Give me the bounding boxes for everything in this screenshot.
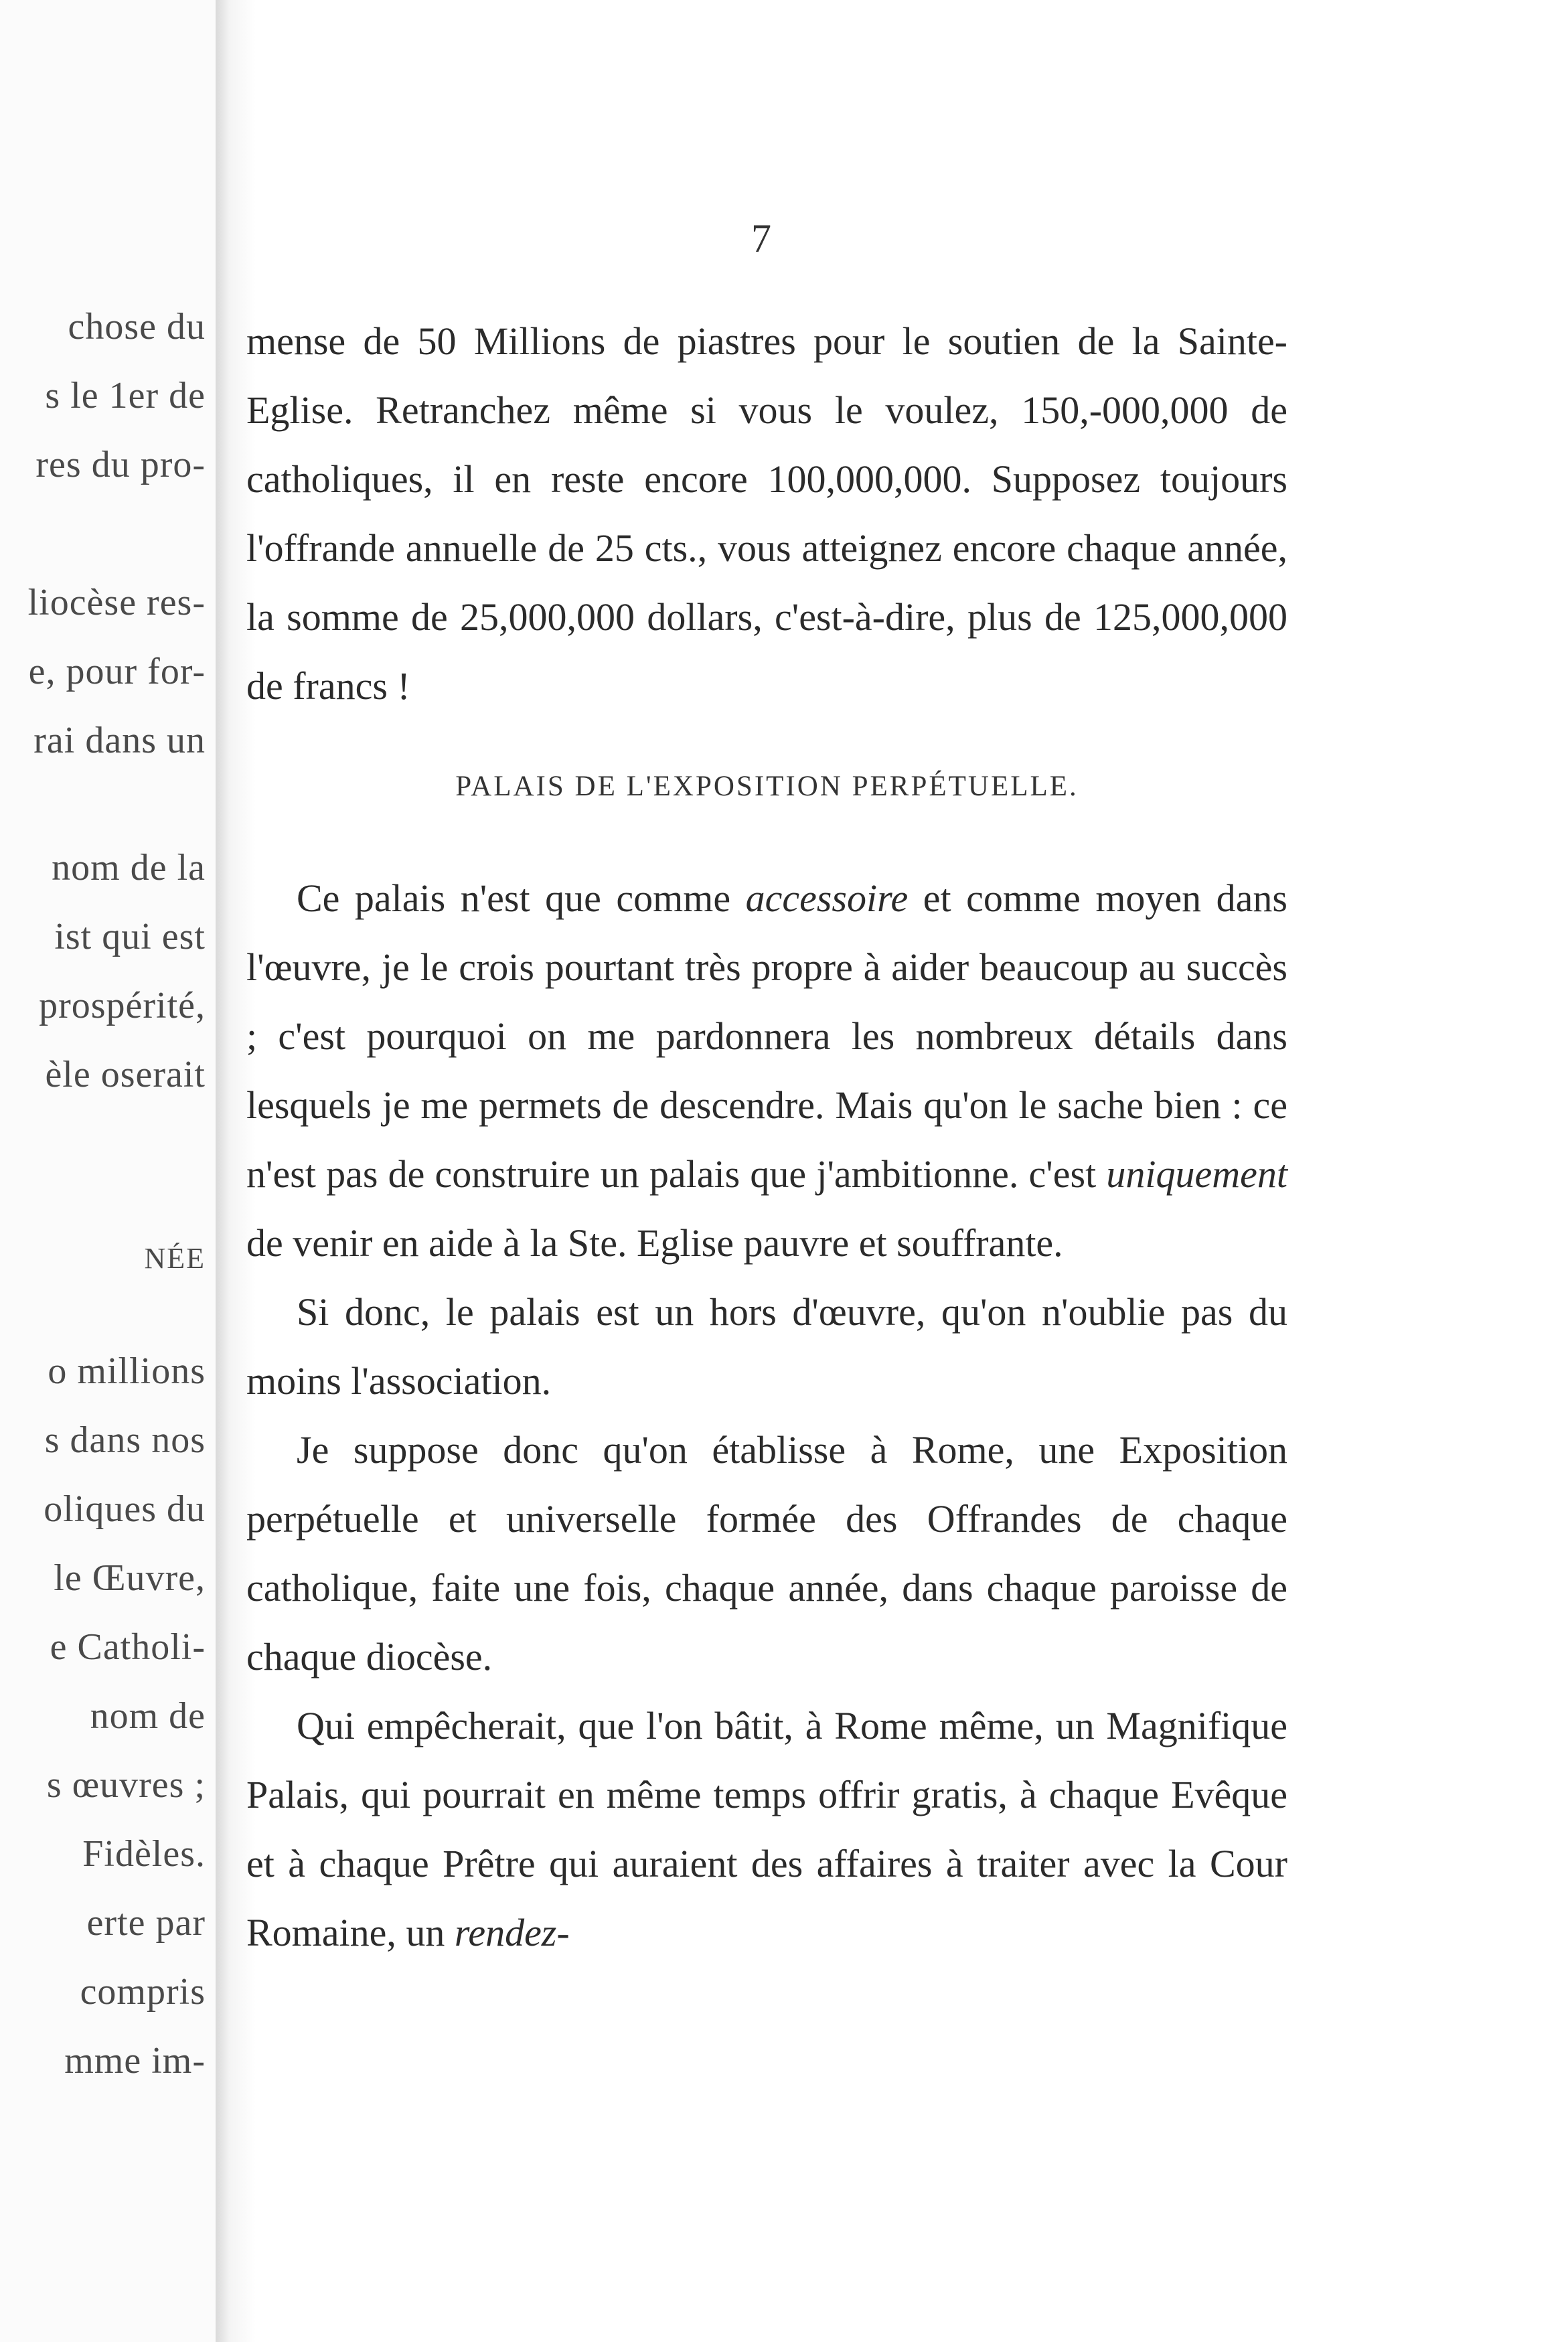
section-heading: PALAIS DE L'EXPOSITION PERPÉTUELLE. [455, 771, 1079, 802]
paragraph-text: mense de 50 Millions de piastres pour le soutien de la Sainte-Eglise. Retranchez même si vous le voulez, 150,-000,000 de catholiques, il en reste encore 100,000,000. Supposez toujours l'offrande annuelle de 25 cts., vous atteignez encore chaque année, la somme de 25,000,000 dollars, c'est-à-dire, plus de 125,000,000 de francs ! [246, 319, 1287, 708]
left-page-line: mme im- [64, 2040, 206, 2082]
left-page-line: nom de [90, 1695, 206, 1737]
left-page-heading: NÉE [144, 1242, 206, 1275]
left-page-line: liocèse res- [27, 582, 206, 623]
left-page-line: erte par [86, 1902, 206, 1944]
paragraph [246, 1691, 1287, 1967]
paragraph-text: Qui empêcherait, que l'on bâtit, à Rome même, un Magnifique Palais, qui pourrait en même temps offrir gratis, à chaque Evêque et à chaque Prêtre qui auraient des affaires à traiter avec la Cour Romaine, un [246, 1704, 1287, 1954]
left-page-line: e Catholi- [50, 1626, 206, 1668]
left-page-line: èle oserait [45, 1054, 206, 1095]
left-page-line: rai dans un [33, 720, 206, 761]
continuation-paragraph [246, 307, 1287, 720]
left-page-line: ist qui est [54, 916, 206, 957]
page-number: 7 [751, 216, 771, 260]
left-page-line: prospérité, [39, 985, 206, 1026]
left-page-line: s le 1er de [45, 375, 206, 416]
paragraph: Si donc, le palais est un hors d'œuvre, qu'on n'oublie pas du moins l'association. [246, 1290, 1287, 1403]
left-page-line: chose du [68, 306, 206, 347]
italic-term: rendez- [454, 1911, 570, 1954]
paragraph-text: Ce palais n'est que comme [297, 876, 746, 920]
left-page-line: res du pro- [35, 444, 206, 485]
italic-term: uniquement [1106, 1152, 1287, 1196]
left-page-line: Fidèles. [82, 1833, 206, 1875]
left-page-line: e, pour for- [28, 651, 206, 692]
paragraph: Je suppose donc qu'on établisse à Rome, une Exposition perpétuelle et universelle formée des Offrandes de chaque catholique, faite une fois, chaque année, dans chaque paroisse de chaque diocèse. [246, 1428, 1287, 1679]
left-page-line: oliques du [44, 1488, 206, 1530]
section-body [246, 864, 1287, 1967]
left-page-line: compris [80, 1971, 206, 2013]
left-page-line: nom de la [52, 847, 206, 888]
paragraph-text: et comme moyen dans l'œuvre, je le crois pourtant très propre à aider beaucoup au succès ; c'est pourquoi on me pardonnera les nombreux détails dans lesquels je me permets de descendre. Mais qu'on le sache bien : ce n'est pas de construire un palais que j'ambitionne. c'est [246, 876, 1287, 1196]
left-page-line: s dans nos [44, 1419, 206, 1461]
left-page-fragment [0, 0, 218, 2342]
left-page-line: o millions [48, 1350, 206, 1392]
italic-term: accessoire [745, 876, 909, 920]
paragraph [246, 864, 1287, 1277]
paragraph-text: de venir en aide à la Ste. Eglise pauvre et souffrante. [246, 1221, 1063, 1265]
left-page-line: s œuvres ; [46, 1764, 206, 1806]
left-page-line: le Œuvre, [54, 1557, 206, 1599]
